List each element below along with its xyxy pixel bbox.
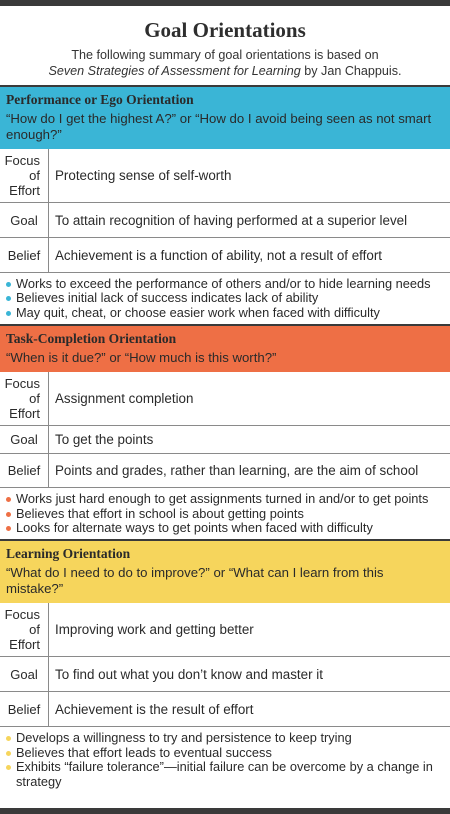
list-item xyxy=(6,492,444,506)
bullet-text: Looks for alternate ways to get points when faced with difficulty xyxy=(16,520,373,536)
list-item xyxy=(6,291,444,305)
goal-row xyxy=(0,657,450,692)
subtitle-line: The following summary of goal orientations is based on xyxy=(71,48,379,62)
of-word: of xyxy=(29,391,40,407)
list-item xyxy=(6,277,444,291)
of-word: of xyxy=(29,168,40,183)
section-title: Learning Orientation xyxy=(6,546,131,562)
goal-row xyxy=(0,426,450,454)
bullet-dot xyxy=(6,311,11,316)
bullet-dot xyxy=(6,282,11,287)
belief-label: Belief xyxy=(0,454,49,487)
bullet-text: May quit, cheat, or choose easier work when faced with difficulty xyxy=(16,304,380,320)
section-question: “What do I need to do to improve?” or “What can I learn from this mistake?” xyxy=(6,565,384,597)
book-title: Seven Strategies of Assessment for Learning xyxy=(48,64,301,78)
bullet-dot xyxy=(6,751,11,756)
bullet-text: Develops a willingness to try and persistence to keep trying xyxy=(16,730,352,746)
focus-label xyxy=(0,372,49,425)
belief-row xyxy=(0,692,450,727)
effort-word: Effort xyxy=(9,406,40,422)
list-item xyxy=(6,731,444,745)
focus-value: Protecting sense of self-worth xyxy=(55,168,232,183)
belief-value: Achievement is a function of ability, not a result of effort xyxy=(55,247,383,263)
belief-value: Achievement is the result of effort xyxy=(55,701,254,717)
bullet-text: Works just hard enough to get assignments turned in and/or to get points xyxy=(16,491,429,507)
focus-row xyxy=(0,149,450,203)
focus-word: Focus xyxy=(4,376,40,392)
goal-value: To attain recognition of having performed at a superior level xyxy=(55,212,408,228)
bullet-dot xyxy=(6,512,11,517)
goal-label: Goal xyxy=(0,203,49,237)
bullet-dot xyxy=(6,526,11,531)
effort-word: Effort xyxy=(9,637,40,653)
section-title: Task-Completion Orientation xyxy=(6,331,177,347)
focus-value: Improving work and getting better xyxy=(55,622,254,638)
bullet-text: Believes initial lack of success indicates lack of ability xyxy=(16,290,319,306)
belief-value: Points and grades, rather than learning, are the aim of school xyxy=(55,463,419,479)
of-word: of xyxy=(29,622,40,638)
goal-label: Goal xyxy=(0,426,49,453)
focus-word: Focus xyxy=(4,607,40,623)
section-question: “When is it due?” or “How much is this worth?” xyxy=(6,350,277,366)
belief-row xyxy=(0,238,450,273)
list-item xyxy=(6,760,444,789)
focus-value: Assignment completion xyxy=(55,391,194,407)
focus-row xyxy=(0,603,450,657)
bullet-dot xyxy=(6,765,11,770)
bullet-text: Exhibits “failure tolerance”—initial failure can be overcome by a change in strategy xyxy=(16,759,433,789)
list-item xyxy=(6,306,444,320)
bullet-dot xyxy=(6,296,11,301)
goal-label: Goal xyxy=(0,657,49,691)
learning-header xyxy=(0,539,450,603)
goal-row xyxy=(0,203,450,238)
goal-value: To find out what you don’t know and master it xyxy=(55,666,323,682)
header xyxy=(0,6,450,85)
focus-label xyxy=(0,149,49,202)
bullet-text: Believes that effort in school is about getting points xyxy=(16,505,304,521)
focus-word: Focus xyxy=(4,153,40,168)
bullet-dot xyxy=(6,497,11,502)
task-section xyxy=(0,324,450,539)
focus-row xyxy=(0,372,450,426)
learning-section xyxy=(0,539,450,793)
list-item xyxy=(6,521,444,535)
page-title: Goal Orientations xyxy=(144,18,306,42)
bullet-text: Believes that effort leads to eventual success xyxy=(16,744,272,760)
list-item xyxy=(6,746,444,760)
subtitle-author: by Jan Chappuis. xyxy=(300,64,402,78)
belief-label: Belief xyxy=(0,692,49,726)
performance-bullets xyxy=(0,273,450,324)
performance-section xyxy=(0,85,450,324)
performance-header xyxy=(0,85,450,149)
belief-row xyxy=(0,454,450,488)
task-header xyxy=(0,324,450,372)
task-bullets xyxy=(0,488,450,539)
subtitle xyxy=(10,47,440,79)
bullet-dot xyxy=(6,736,11,741)
section-title: Performance or Ego Orientation xyxy=(6,92,194,107)
learning-bullets xyxy=(0,727,450,793)
belief-label: Belief xyxy=(0,238,49,272)
goal-value: To get the points xyxy=(55,432,154,448)
list-item xyxy=(6,507,444,521)
bullet-text: Works to exceed the performance of others and/or to hide learning needs xyxy=(16,276,431,291)
section-question: “How do I get the highest A?” or “How do I avoid being seen as not smart enough?” xyxy=(6,111,432,142)
effort-word: Effort xyxy=(9,183,40,198)
focus-label xyxy=(0,603,49,656)
